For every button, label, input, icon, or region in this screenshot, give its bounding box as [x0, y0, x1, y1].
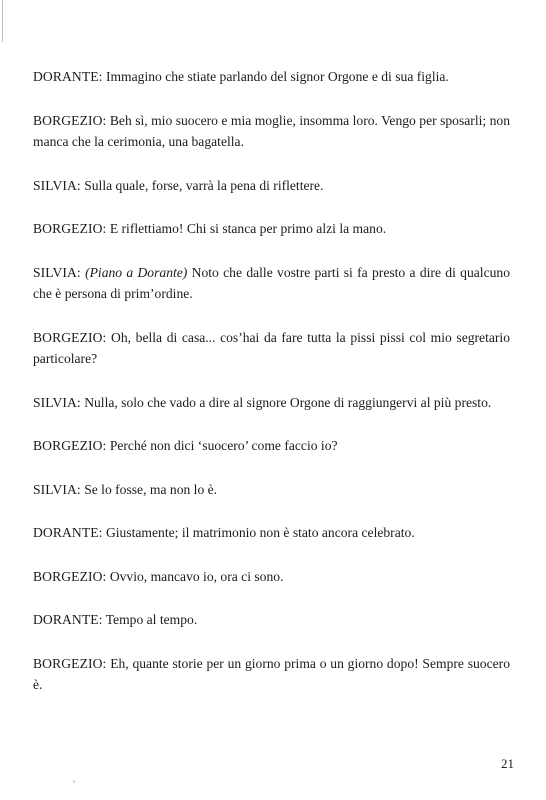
speaker-name: SILVIA: — [33, 177, 81, 193]
speaker-name: DORANTE: — [33, 525, 103, 540]
speaker-name: BORGEZIO: — [33, 329, 107, 345]
speaker-name: BORGEZIO: — [33, 221, 107, 236]
dialogue-text: Eh, quante storie per un giorno prima o un giorno dopo! Sempre suocero è. — [33, 655, 510, 692]
speaker-name: SILVIA: — [33, 481, 81, 497]
dialogue-paragraph — [33, 392, 510, 414]
speaker-name: BORGEZIO: — [33, 438, 107, 453]
dialogue-paragraph — [33, 609, 510, 631]
speaker-name: DORANTE: — [33, 612, 103, 627]
dialogue-paragraph — [33, 218, 510, 240]
speaker-name: BORGEZIO: — [33, 112, 107, 128]
dialogue-text: Se lo fosse, ma non lo è. — [84, 481, 218, 497]
dialogue-text: Noto che dalle vostre parti si fa presto a dire di qualcuno che è persona di prim’ordine. — [33, 264, 511, 301]
dialogue-paragraph — [33, 653, 510, 696]
dialogue-paragraph — [33, 566, 510, 588]
dialogue-paragraph — [33, 327, 510, 370]
dialogue-paragraph — [33, 110, 510, 153]
speaker-name: SILVIA: — [33, 264, 81, 280]
dialogue-paragraph — [33, 522, 510, 544]
speaker-name: BORGEZIO: — [33, 655, 107, 671]
dialogue-paragraph — [33, 435, 510, 457]
speaker-name: SILVIA: — [33, 394, 81, 410]
left-margin-rule — [2, 0, 3, 42]
dialogue-text: Sulla quale, forse, varrà la pena di riflettere. — [84, 177, 324, 193]
dialogue-text: Ovvio, mancavo io, ora ci sono. — [109, 568, 284, 584]
dialogue-text: Immagino che stiate parlando del signor Orgone e di sua figlia. — [105, 69, 449, 84]
dialogue-paragraph — [33, 175, 510, 197]
script-body — [33, 66, 510, 718]
page-number: 21 — [501, 756, 514, 771]
dialogue-text: Nulla, solo che vado a dire al signore Orgone di raggiungervi al più presto. — [84, 394, 492, 410]
scan-speck — [73, 780, 75, 783]
dialogue-text: Perché non dici ‘suocero’ come faccio io? — [109, 438, 338, 453]
dialogue-text: Oh, bella di casa... cos’hai da fare tutta la pissi pissi col mio segretario particolare? — [33, 329, 510, 366]
stage-direction: (Piano a Dorante) — [85, 264, 188, 280]
dialogue-paragraph — [33, 479, 510, 501]
dialogue-text: Tempo al tempo. — [105, 612, 198, 627]
dialogue-text: E riflettiamo! Chi si stanca per primo alzi la mano. — [109, 221, 387, 236]
dialogue-paragraph — [33, 66, 510, 88]
dialogue-text: Beh sì, mio suocero e mia moglie, insomma loro. Vengo per sposarli; non manca che la cerimonia, una bagatella. — [33, 112, 510, 149]
dialogue-text: Giustamente; il matrimonio non è stato ancora celebrato. — [105, 525, 415, 540]
speaker-name: DORANTE: — [33, 69, 103, 84]
dialogue-paragraph — [33, 262, 510, 305]
speaker-name: BORGEZIO: — [33, 568, 107, 584]
